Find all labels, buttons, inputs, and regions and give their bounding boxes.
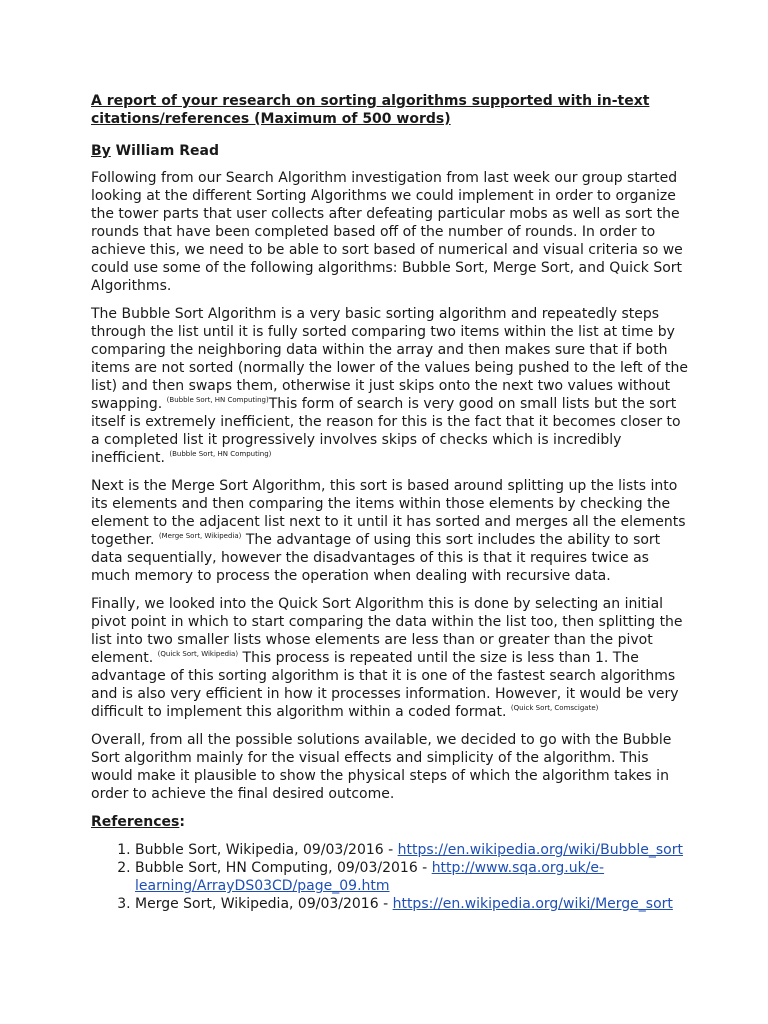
body-paragraphs xyxy=(91,169,691,803)
author-name: William Read xyxy=(110,143,219,159)
reference-text: Bubble Sort, HN Computing, 09/03/2016 - xyxy=(135,860,432,876)
reference-text: Merge Sort, Wikipedia, 09/03/2016 - xyxy=(135,896,393,912)
references-colon: : xyxy=(179,814,185,830)
paragraph-text: This process is repeated until the size is less than 1. The advantage of this sorting algorithm is that it is one of the fastest search algorithms and is also very efficient in how it processes information. However, it would be very difficult to implement this algorithm within a coded format. xyxy=(91,650,679,720)
body-paragraph xyxy=(91,169,691,295)
reference-link[interactable]: https://en.wikipedia.org/wiki/Merge_sort xyxy=(392,896,673,912)
paragraph-text: Following from our Search Algorithm investigation from last week our group started looking at the different Sorting Algorithms we could implement in order to organize the tower parts that user collects after defeating particular mobs as well as sort the rounds that have been completed based off of the number of rounds. In order to achieve this, we need to be able to sort based of numerical and visual criteria so we could use some of the following algorithms: Bubble Sort, Merge Sort, and Quick Sort Algorithms. xyxy=(91,170,683,294)
citation: (Bubble Sort, HN Computing) xyxy=(169,450,272,458)
paragraph-text: The Bubble Sort Algorithm is a very basic sorting algorithm and repeatedly steps through the list until it is fully sorted comparing two items within the list at time by comparing the neighboring data within the array and then makes sure that if both items are not sorted (normally the lower of the values being pushed to the left of the list) and then swaps them, otherwise it just skips onto the next two values without swapping. xyxy=(91,306,688,412)
body-paragraph xyxy=(91,305,691,467)
by-label: By xyxy=(91,143,111,159)
reference-item xyxy=(135,859,691,895)
reference-link[interactable]: http://www.sqa.org.uk/e-learning/ArrayDS03CD/page_09.htm xyxy=(135,860,605,894)
body-paragraph xyxy=(91,477,691,585)
report-title: A report of your research on sorting algorithms supported with in-text citations/references (Maximum of 500 words) xyxy=(91,93,650,127)
body-paragraph xyxy=(91,595,691,721)
references-heading xyxy=(91,813,691,831)
paragraph-text: Finally, we looked into the Quick Sort Algorithm this is done by selecting an initial pivot point in which to start comparing the data within the list too, then splitting the list into two smaller lists whose elements are less than or greater than the pivot element. xyxy=(91,596,683,666)
reference-item xyxy=(135,841,691,859)
citation: (Quick Sort, Comscigate) xyxy=(510,704,599,712)
reference-item xyxy=(135,895,691,913)
citation: (Quick Sort, Wikipedia) xyxy=(157,650,239,658)
body-paragraph xyxy=(91,731,691,803)
paragraph-text: Overall, from all the possible solutions available, we decided to go with the Bubble Sort algorithm mainly for the visual effects and simplicity of the algorithm. This would make it plausible to show the physical steps of which the algorithm takes in order to achieve the final desired outcome. xyxy=(91,732,672,802)
paragraph-text: This form of search is very good on small lists but the sort itself is extremely inefficient, the reason for this is the fact that it becomes closer to a completed list it progressively involves skips of checks which is incredibly inefficient. xyxy=(91,396,681,466)
document-page xyxy=(91,92,691,913)
reference-text: Bubble Sort, Wikipedia, 09/03/2016 - xyxy=(135,842,398,858)
citation: (Merge Sort, Wikipedia) xyxy=(158,532,242,540)
citation: (Bubble Sort, HN Computing) xyxy=(166,396,269,404)
reference-link[interactable]: https://en.wikipedia.org/wiki/Bubble_sort xyxy=(397,842,683,858)
paragraph-text: Next is the Merge Sort Algorithm, this sort is based around splitting up the lists into its elements and then comparing the items within those elements by checking the element to the adjacent list next to it until it has sorted and merges all the elements together. xyxy=(91,478,686,548)
author-line xyxy=(91,142,691,160)
paragraph-text: The advantage of using this sort includes the ability to sort data sequentially, however the disadvantages of this is that it requires twice as much memory to process the operation when dealing with recursive data. xyxy=(91,532,661,584)
references-label: References xyxy=(91,814,180,830)
references-list xyxy=(91,841,691,913)
